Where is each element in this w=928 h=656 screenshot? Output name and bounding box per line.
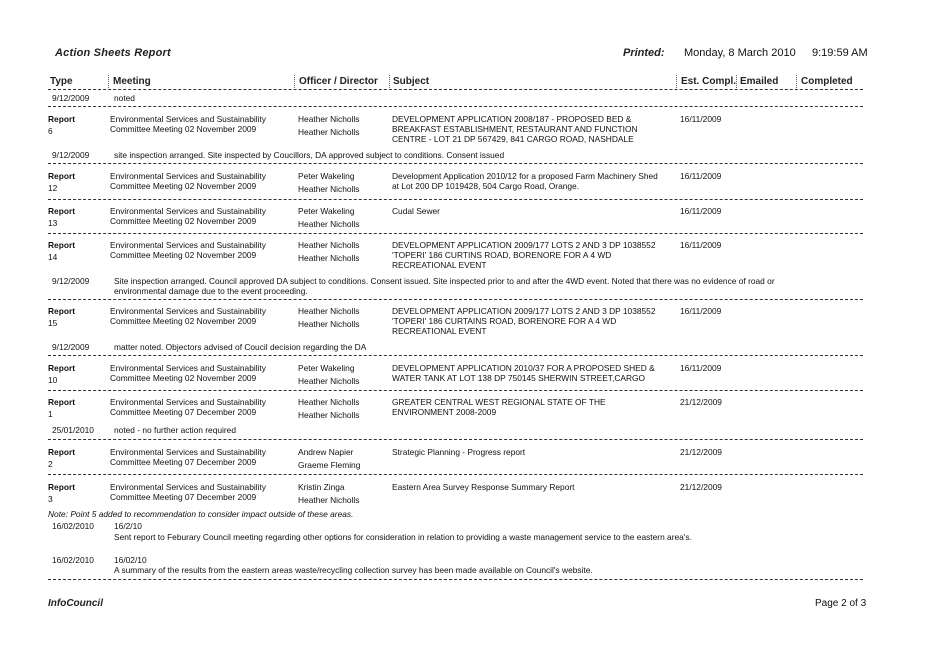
entry-meeting: Environmental Services and Sustainability: [110, 171, 266, 181]
entry-type: Report: [48, 240, 75, 250]
entry-meeting: Environmental Services and Sustainability: [110, 363, 266, 373]
entry-subject: GREATER CENTRAL WEST REGIONAL STATE OF THE: [392, 397, 606, 407]
entry-meeting: Committee Meeting 02 November 2009: [110, 250, 257, 260]
column-header-type: Type: [50, 76, 73, 87]
entry-subject: DEVELOPMENT APPLICATION 2010/37 FOR A PROPOSED SHED &: [392, 363, 655, 373]
row-divider: [48, 233, 863, 234]
entry-director: Heather Nicholls: [298, 184, 360, 194]
entry-meeting: Environmental Services and Sustainability: [110, 447, 266, 457]
printed-label: Printed:: [623, 47, 665, 59]
row-divider: [48, 355, 863, 356]
row-divider: [48, 106, 863, 107]
column-header-emailed: Emailed: [740, 76, 779, 87]
entry-subject: Eastern Area Survey Response Summary Report: [392, 482, 575, 492]
entry-subject: WATER TANK AT LOT 138 DP 750145 SHERWIN STREET,CARGO: [392, 373, 646, 383]
entry-est-compl: 16/11/2009: [680, 363, 722, 373]
entry-subject: RECREATIONAL EVENT: [392, 326, 487, 336]
entry-number: 14: [48, 252, 58, 262]
footer-app-name: InfoCouncil: [48, 598, 103, 609]
note-date: 16/02/2010: [52, 521, 94, 531]
entry-meeting: Environmental Services and Sustainability: [110, 397, 266, 407]
note-date: 16/02/2010: [52, 555, 94, 565]
note-text: site inspection arranged. Site inspected by Coucillors, DA approved subject to conditions. Consent issued: [114, 150, 505, 160]
entry-est-compl: 21/12/2009: [680, 482, 722, 492]
column-header-meeting: Meeting: [113, 76, 151, 87]
entry-type: Report: [48, 447, 75, 457]
entry-meeting: Environmental Services and Sustainability: [110, 240, 266, 250]
entry-number: 13: [48, 218, 58, 228]
entry-director: Heather Nicholls: [298, 410, 360, 420]
note-date: 9/12/2009: [52, 276, 90, 286]
entry-type: Report: [48, 114, 75, 124]
entry-meeting: Committee Meeting 02 November 2009: [110, 181, 257, 191]
entry-est-compl: 21/12/2009: [680, 397, 722, 407]
printed-time: 9:19:59 AM: [812, 47, 868, 59]
entry-subject: DEVELOPMENT APPLICATION 2009/177 LOTS 2 AND 3 DP 1038552: [392, 306, 656, 316]
entry-subject: Strategic Planning - Progress report: [392, 447, 526, 457]
entry-type: Report: [48, 171, 75, 181]
row-divider: [48, 439, 863, 440]
column-separator: [796, 75, 797, 88]
entry-officer: Andrew Napier: [298, 447, 354, 457]
column-header-subject: Subject: [393, 76, 430, 87]
note-text: noted - no further action required: [114, 425, 236, 435]
note-date: 9/12/2009: [52, 342, 90, 352]
entry-officer: Heather Nicholls: [298, 306, 360, 316]
entry-director: Heather Nicholls: [298, 127, 360, 137]
entry-number: 15: [48, 318, 58, 328]
column-header-completed: Completed: [801, 76, 853, 87]
column-separator: [676, 75, 677, 88]
column-separator: [108, 75, 109, 88]
entry-number: 6: [48, 126, 53, 136]
note-text: Sent report to Feburary Council meeting regarding other options for consideration in relation to providing a waste management service to the eastern area's.: [114, 532, 692, 542]
entry-est-compl: 16/11/2009: [680, 171, 722, 181]
page-number: Page 2 of 3: [815, 598, 867, 609]
entry-number: 12: [48, 183, 58, 193]
entry-officer: Heather Nicholls: [298, 397, 360, 407]
entry-director: Heather Nicholls: [298, 495, 360, 505]
row-divider: [48, 299, 863, 300]
note-text: A summary of the results from the eastern areas waste/recycling collection survey has been made available on Council's website.: [114, 565, 593, 575]
entry-subject: DEVELOPMENT APPLICATION 2009/177 LOTS 2 AND 3 DP 1038552: [392, 240, 656, 250]
entry-meeting: Environmental Services and Sustainability: [110, 206, 266, 216]
report-title: Action Sheets Report: [55, 47, 171, 59]
note-text: noted: [114, 93, 135, 103]
entry-subject: Cudal Sewer: [392, 206, 440, 216]
entry-subject: Development Application 2010/12 for a proposed Farm Machinery Shed: [392, 171, 658, 181]
entry-meeting: Committee Meeting 02 November 2009: [110, 216, 257, 226]
note-text: Site inspection arranged. Council approved DA subject to conditions. Consent issued. Site inspected prior to and after the 4WD event. Noted that there was no evidence of road or: [114, 276, 775, 286]
entry-est-compl: 16/11/2009: [680, 206, 722, 216]
entry-type: Report: [48, 363, 75, 373]
row-divider: [48, 199, 863, 200]
column-header-est-compl: Est. Compl.: [681, 76, 737, 87]
note-date: 9/12/2009: [52, 150, 90, 160]
entry-number: 1: [48, 409, 53, 419]
entry-subject: CENTRE - LOT 21 DP 567429, 841 CARGO ROAD, NASHDALE: [392, 134, 634, 144]
row-divider: [48, 579, 863, 580]
entry-meeting: Environmental Services and Sustainability: [110, 482, 266, 492]
entry-officer: Heather Nicholls: [298, 114, 360, 124]
entry-est-compl: 16/11/2009: [680, 306, 722, 316]
entry-meeting: Environmental Services and Sustainability: [110, 306, 266, 316]
entry-est-compl: 16/11/2009: [680, 114, 722, 124]
entry-subject: 'TOPERI' 186 CURTINS ROAD, BORENORE FOR A 4 WD: [392, 250, 612, 260]
entry-officer: Peter Wakeling: [298, 206, 355, 216]
entry-subject: RECREATIONAL EVENT: [392, 260, 487, 270]
entry-meeting: Committee Meeting 07 December 2009: [110, 492, 257, 502]
entry-officer: Peter Wakeling: [298, 363, 355, 373]
entry-director: Heather Nicholls: [298, 376, 360, 386]
entry-number: 10: [48, 375, 58, 385]
printed-date: Monday, 8 March 2010: [684, 47, 796, 59]
entry-number: 3: [48, 494, 53, 504]
note-text: 16/02/10: [114, 555, 147, 565]
header-divider: [48, 89, 863, 90]
column-separator: [389, 75, 390, 88]
entry-director: Graeme Fleming: [298, 460, 361, 470]
entry-type: Report: [48, 206, 75, 216]
entry-director: Heather Nicholls: [298, 253, 360, 263]
entry-type: Report: [48, 397, 75, 407]
entry-subject: ENVIRONMENT 2008-2009: [392, 407, 497, 417]
entry-est-compl: 21/12/2009: [680, 447, 722, 457]
row-divider: [48, 163, 863, 164]
note-date: 25/01/2010: [52, 425, 94, 435]
entry-number: 2: [48, 459, 53, 469]
entry-est-compl: 16/11/2009: [680, 240, 722, 250]
note-text: environmental damage due to the event proceeding.: [114, 286, 308, 296]
entry-subject: 'TOPERI' 186 CURTAINS ROAD, BORENORE FOR A 4 WD: [392, 316, 617, 326]
entry-meeting: Committee Meeting 02 November 2009: [110, 124, 257, 134]
entry-meeting: Committee Meeting 02 November 2009: [110, 316, 257, 326]
column-separator: [294, 75, 295, 88]
entry-director: Heather Nicholls: [298, 219, 360, 229]
entry-officer: Heather Nicholls: [298, 240, 360, 250]
entry-meeting: Environmental Services and Sustainability: [110, 114, 266, 124]
note-date: 9/12/2009: [52, 93, 90, 103]
row-divider: [48, 390, 863, 391]
column-header-officer: Officer / Director: [299, 76, 378, 87]
column-separator: [736, 75, 737, 88]
entry-subject: BREAKFAST ESTABLISHMENT, RESTAURANT AND FUNCTION: [392, 124, 638, 134]
entry-meeting: Committee Meeting 07 December 2009: [110, 457, 257, 467]
entry-italic-note: Note: Point 5 added to recommendation to consider impact outside of these areas.: [48, 509, 354, 519]
entry-officer: Peter Wakeling: [298, 171, 355, 181]
row-divider: [48, 474, 863, 475]
entry-type: Report: [48, 482, 75, 492]
entry-type: Report: [48, 306, 75, 316]
entry-subject: DEVELOPMENT APPLICATION 2008/187 - PROPOSED BED &: [392, 114, 632, 124]
note-text: 16/2/10: [114, 521, 142, 531]
note-text: matter noted. Objectors advised of Coucil decision regarding the DA: [114, 342, 367, 352]
entry-officer: Kristin Zinga: [298, 482, 345, 492]
entry-meeting: Committee Meeting 07 December 2009: [110, 407, 257, 417]
entry-meeting: Committee Meeting 02 November 2009: [110, 373, 257, 383]
entry-subject: at Lot 200 DP 1019428, 504 Cargo Road, Orange.: [392, 181, 580, 191]
entry-director: Heather Nicholls: [298, 319, 360, 329]
